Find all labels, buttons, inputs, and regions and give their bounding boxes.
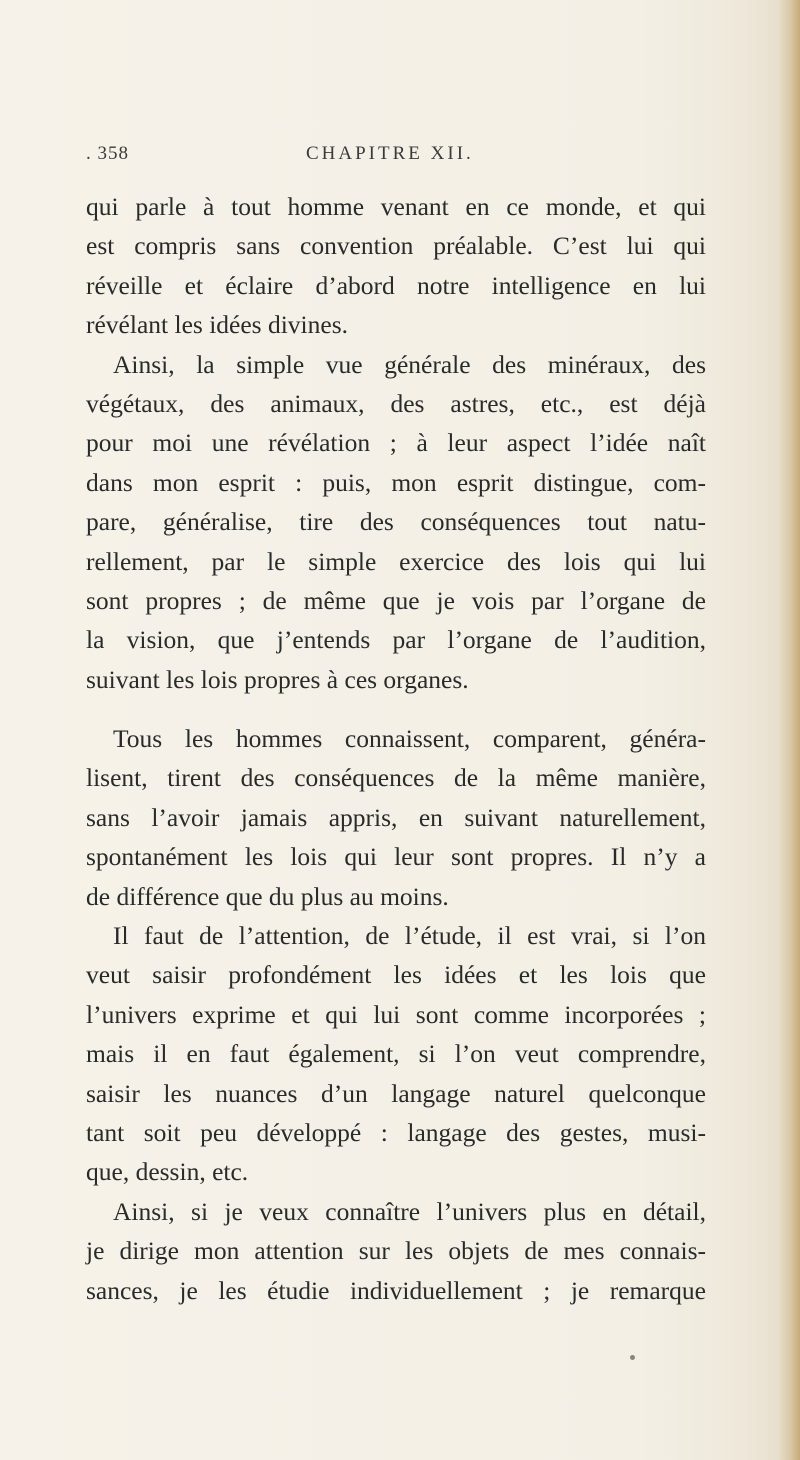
text-line: suivant les lois propres à ces organes.: [86, 664, 469, 694]
text-line: qui parle à tout homme venant en ce monde, et qui: [86, 192, 706, 221]
page-number: . 358: [86, 143, 129, 164]
paper-speck: [630, 1355, 635, 1360]
text-line: veut saisir profondément les idées et les lois que: [86, 960, 706, 990]
text-line: mais il en faut également, si l’on veut comprendre,: [86, 1039, 706, 1069]
text-line: saisir les nuances d’un langage naturel quelconque: [86, 1078, 706, 1108]
text-line: dans mon esprit : puis, mon esprit distingue, com-: [86, 467, 706, 497]
text-line: je dirige mon attention sur les objets de mes connais-: [86, 1236, 706, 1266]
text-line: sances, je les étudie individuellement ; je remarque: [86, 1275, 706, 1305]
text-line: pour moi une révélation ; à leur aspect l’idée naît: [86, 428, 706, 458]
text-line: sans l’avoir jamais appris, en suivant naturellement,: [86, 802, 706, 832]
text-line: révélant les idées divines.: [86, 310, 348, 340]
text-line: spontanément les lois qui leur sont propres. Il n’y a: [86, 842, 706, 872]
text-line: est compris sans convention préalable. C’est lui qui: [86, 231, 706, 261]
text-line: la vision, que j’entends par l’organe de l’audition,: [86, 625, 706, 655]
text-line: Ainsi, la simple vue générale des minéraux, des: [113, 349, 706, 379]
text-line: sont propres ; de même que je vois par l’organe de: [86, 585, 706, 615]
body-text: [86, 187, 706, 1310]
paragraph-gap: [86, 699, 706, 719]
text-line: tant soit peu développé : langage des gestes, musi-: [86, 1117, 706, 1147]
text-line: de différence que du plus au moins.: [86, 881, 449, 911]
text-line: Ainsi, si je veux connaître l’univers plus en détail,: [113, 1196, 706, 1226]
running-title: CHAPITRE XII.: [306, 143, 474, 164]
text-line: rellement, par le simple exercice des lois qui lui: [86, 546, 706, 576]
text-line: végétaux, des animaux, des astres, etc., est déjà: [86, 388, 706, 418]
text-line: lisent, tirent des conséquences de la même manière,: [86, 763, 706, 793]
page-edge-shadow: [778, 0, 800, 1460]
paragraph: [86, 1192, 706, 1310]
page-header: [86, 143, 706, 173]
paragraph: [86, 719, 706, 916]
paragraph: [86, 916, 706, 1192]
text-line: que, dessin, etc.: [86, 1157, 249, 1187]
text-line: Tous les hommes connaissent, comparent, généra-: [113, 724, 706, 754]
text-line: pare, généralise, tire des conséquences tout natu-: [86, 507, 706, 537]
paragraph: [86, 187, 706, 345]
paragraph: [86, 345, 706, 700]
text-line: Il faut de l’attention, de l’étude, il est vrai, si l’on: [113, 921, 706, 951]
text-line: réveille et éclaire d’abord notre intelligence en lui: [86, 270, 706, 300]
text-line: l’univers exprime et qui lui sont comme incorporées ;: [86, 999, 706, 1029]
